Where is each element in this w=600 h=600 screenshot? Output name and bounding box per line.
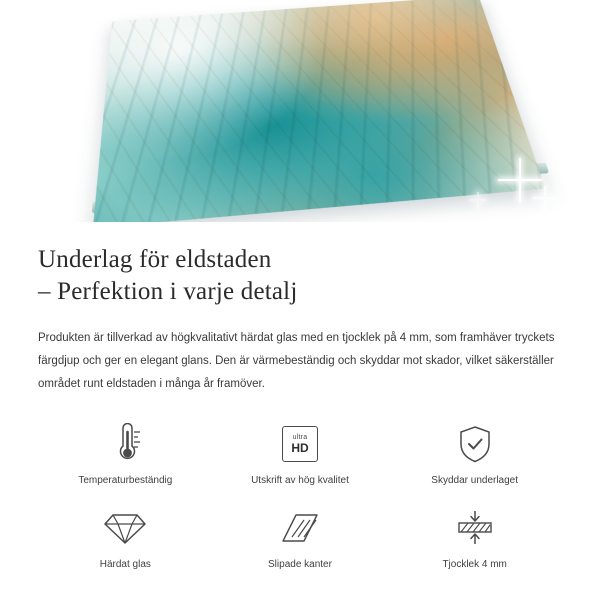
shield-check-icon (456, 422, 494, 466)
feature-label: Utskrift av hög kvalitet (251, 475, 349, 486)
feature-item (213, 422, 388, 488)
page-title-line-1: Underlag för eldstaden (38, 246, 272, 273)
diamond-icon (103, 506, 147, 550)
intro-paragraph: Produkten är tillverkad av högkvalitativt härdat glas med en tjocklek på 4 mm, som framhäver tryckets färgdjup och ger en elegant glans. Den är värmebeständig och skyddar mot skador, vilket säkerställer området runt eldstaden i många år framöver. (38, 332, 555, 390)
page-title (38, 244, 562, 308)
feature-label: Slipade kanter (268, 559, 332, 570)
feature-item (387, 506, 562, 572)
feature-item (38, 506, 213, 572)
feature-item (38, 422, 213, 488)
feature-label: Tjocklek 4 mm (442, 559, 507, 570)
polished-edges-icon (280, 506, 320, 550)
feature-label: Härdat glas (99, 559, 151, 570)
feature-grid (38, 422, 562, 572)
thickness-arrows-icon (454, 506, 496, 550)
content-area (0, 244, 600, 572)
badge-bottom-label: HD (291, 441, 309, 455)
thermometer-icon (105, 422, 145, 466)
feature-item (213, 506, 388, 572)
glass-gloss-overlay (93, 0, 546, 222)
feature-label: Temperaturbeständig (78, 475, 173, 486)
page-title-line-2: – Perfektion i varje detalj (38, 278, 298, 305)
badge-top-label: ultra (292, 434, 308, 441)
ultra-hd-badge-icon (282, 422, 318, 466)
hero-image (0, 0, 600, 222)
sparkle-icon (533, 186, 557, 210)
glass-panel-artwork (93, 0, 546, 222)
feature-item (387, 422, 562, 488)
feature-label: Skyddar underlaget (431, 475, 519, 486)
